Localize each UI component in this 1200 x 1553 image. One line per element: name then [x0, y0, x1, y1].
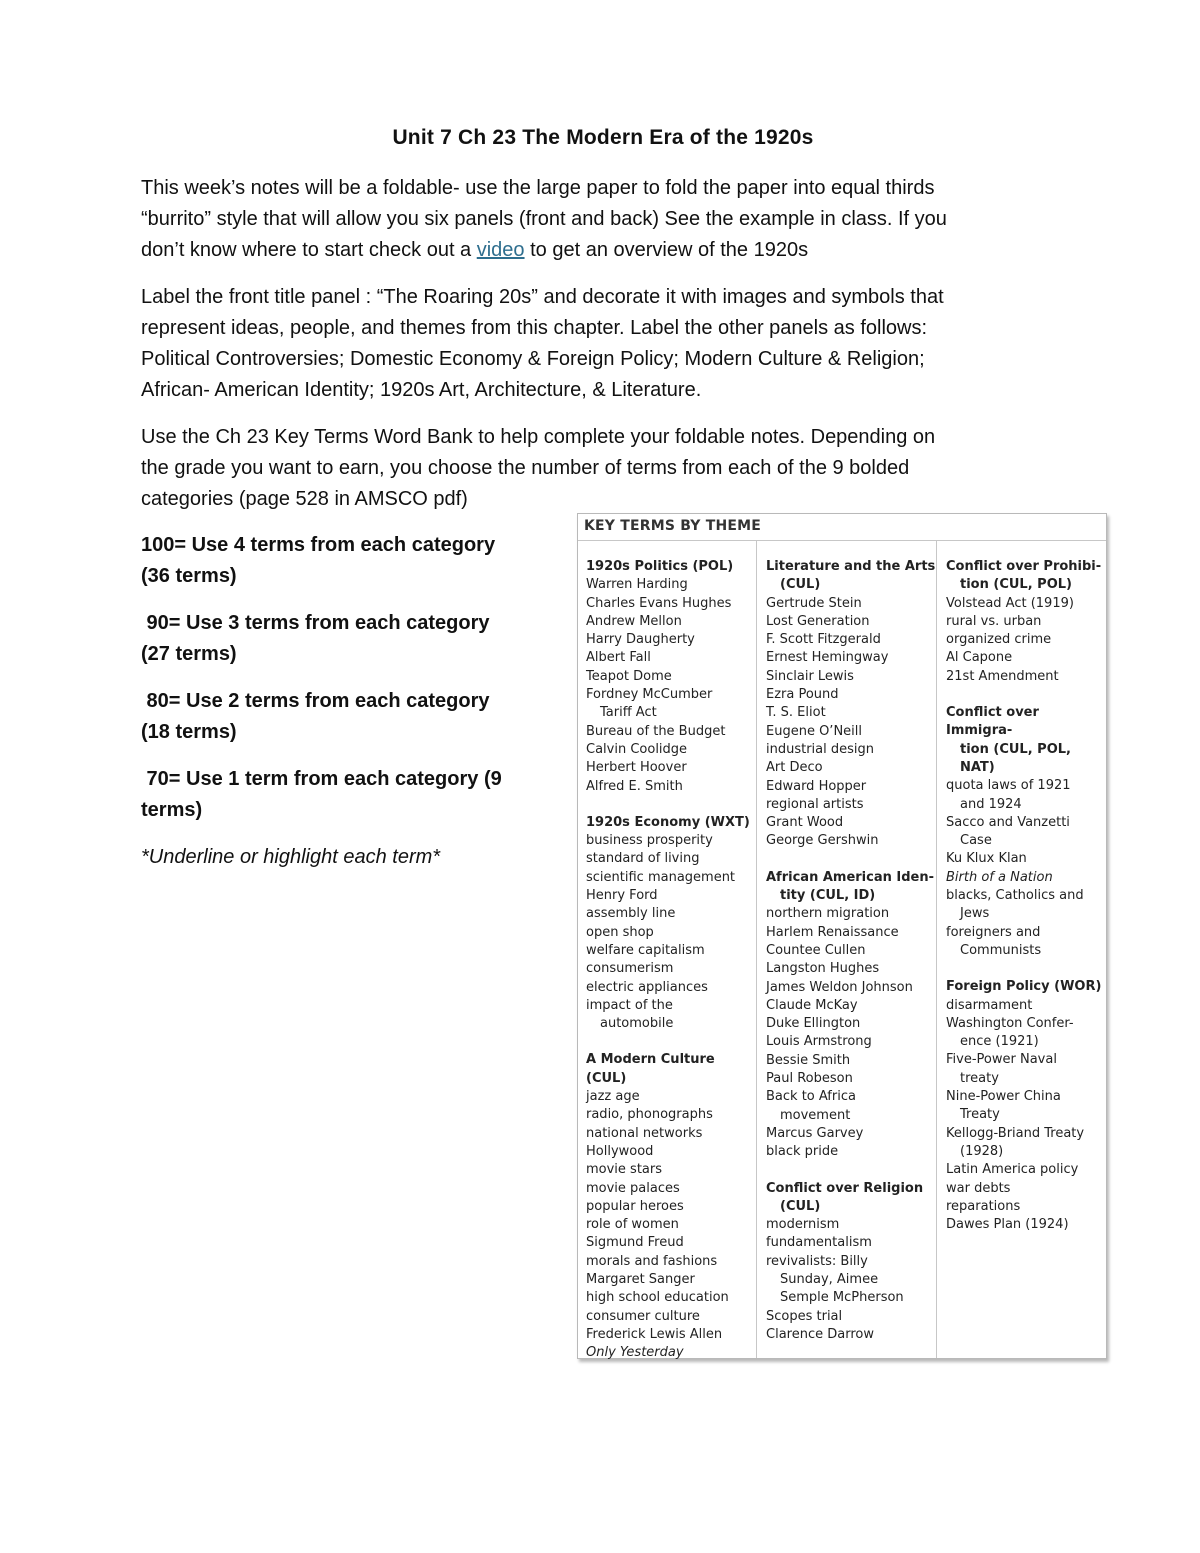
category-title-line: Foreign Policy (WOR) — [946, 979, 1102, 995]
key-term-line: Sunday, Aimee — [780, 1271, 879, 1287]
key-term — [766, 1326, 936, 1344]
key-term — [946, 869, 1104, 887]
key-term — [766, 1253, 936, 1308]
key-term — [586, 759, 756, 777]
key-term — [766, 979, 936, 997]
key-term-line: Only Yesterday — [586, 1345, 684, 1361]
key-term — [586, 613, 756, 631]
grade-text: 80= Use 2 terms from each category — [141, 690, 490, 712]
term-category — [586, 1051, 756, 1362]
key-term-line: 21st Amendment — [946, 668, 1059, 684]
wordbank-paragraph — [141, 422, 1071, 515]
key-term — [946, 1180, 1104, 1198]
grade-option — [141, 608, 551, 670]
key-term — [586, 1198, 756, 1216]
key-term-line: Jews — [960, 906, 990, 922]
intro-line: This week’s notes will be a foldable- use the large paper to fold the paper into equal thirds — [141, 177, 935, 199]
grade-option — [141, 530, 551, 592]
key-term — [766, 1088, 936, 1125]
key-term-line: Warren Harding — [586, 577, 688, 593]
grade-text: 90= Use 3 terms from each category — [141, 612, 490, 634]
key-term — [766, 759, 936, 777]
key-term — [766, 814, 936, 832]
term-category — [946, 558, 1104, 686]
key-term-line: Case — [960, 833, 992, 849]
key-term — [766, 1033, 936, 1051]
key-term-line: industrial design — [766, 741, 875, 757]
key-term-line: automobile — [600, 1016, 674, 1032]
category-title-line: Conflict over Immigra- — [946, 705, 1039, 739]
key-term — [766, 960, 936, 978]
key-term-line: welfare capitalism — [586, 942, 705, 958]
key-term — [766, 778, 936, 796]
key-term-line: Clarence Darrow — [766, 1326, 874, 1342]
key-term — [946, 1198, 1104, 1216]
panels-line: African- American Identity; 1920s Art, Architecture, & Literature. — [141, 379, 702, 401]
key-term-line: Paul Robeson — [766, 1071, 853, 1087]
key-term — [946, 814, 1104, 851]
key-term-line: Henry Ford — [586, 888, 658, 904]
key-term-line: high school education — [586, 1290, 729, 1306]
key-term — [586, 778, 756, 796]
category-title-line: (CUL) — [780, 1198, 821, 1214]
key-term — [946, 1088, 1104, 1125]
key-term-line: Teapot Dome — [586, 668, 672, 684]
category-title — [946, 704, 1104, 777]
grade-option — [141, 764, 551, 826]
key-term — [586, 997, 756, 1034]
term-category — [766, 869, 936, 1162]
key-term-line: war debts — [946, 1180, 1011, 1196]
wordbank-line: the grade you want to earn, you choose the number of terms from each of the 9 bolded — [141, 457, 910, 479]
key-term-line: consumerism — [586, 961, 674, 977]
key-term — [586, 905, 756, 923]
grade-text: (36 terms) — [141, 565, 237, 587]
category-title-line: 1920s Politics (POL) — [586, 559, 734, 574]
key-term-line: reparations — [946, 1198, 1021, 1214]
key-term — [766, 832, 936, 850]
key-term — [586, 576, 756, 594]
key-term-line: role of women — [586, 1217, 679, 1233]
key-term-line: national networks — [586, 1125, 703, 1141]
term-category — [586, 558, 756, 796]
key-term — [946, 1216, 1104, 1234]
category-title — [946, 978, 1104, 996]
term-category — [946, 978, 1104, 1234]
grade-text: (18 terms) — [141, 721, 237, 743]
key-term — [946, 1015, 1104, 1052]
key-term-line: northern migration — [766, 906, 890, 922]
key-term — [586, 1326, 756, 1344]
key-term — [766, 1308, 936, 1326]
key-term-line: blacks, Catholics and — [946, 888, 1084, 904]
key-term-line: quota laws of 1921 — [946, 778, 1071, 794]
key-term-line: movie stars — [586, 1162, 663, 1178]
key-term-line: standard of living — [586, 851, 700, 867]
category-title — [766, 558, 936, 595]
key-term-line: Nine-Power China — [946, 1089, 1061, 1105]
key-term-line: radio, phonographs — [586, 1107, 713, 1123]
grade-text: (27 terms) — [141, 643, 237, 665]
key-term-line: Bessie Smith — [766, 1052, 851, 1068]
key-term — [586, 832, 756, 850]
key-term — [766, 723, 936, 741]
key-term-line: Communists — [960, 942, 1042, 958]
underline-note: *Underline or highlight each term* — [141, 846, 441, 868]
key-term-line: impact of the — [586, 997, 673, 1013]
key-term-line: Langston Hughes — [766, 961, 880, 977]
key-term-line: Hollywood — [586, 1143, 654, 1159]
key-term-line: foreigners and — [946, 924, 1041, 940]
key-terms-column — [586, 558, 756, 1361]
key-term-line: (1928) — [960, 1143, 1004, 1159]
key-term-line: revivalists: Billy — [766, 1253, 868, 1269]
category-title-line: A Modern Culture (CUL) — [586, 1052, 715, 1086]
key-term — [946, 850, 1104, 868]
key-term-line: disarmament — [946, 997, 1033, 1013]
key-term-line: treaty — [960, 1070, 999, 1086]
key-term — [586, 850, 756, 868]
key-term-line: Harlem Renaissance — [766, 924, 899, 940]
key-term — [586, 924, 756, 942]
key-terms-header: KEY TERMS BY THEME — [584, 518, 762, 534]
key-term — [946, 631, 1104, 649]
grade-text: terms) — [141, 799, 203, 821]
category-title — [586, 558, 756, 576]
key-term — [766, 942, 936, 960]
key-term — [766, 613, 936, 631]
key-term-line: Edward Hopper — [766, 778, 867, 794]
key-term-line: Bureau of the Budget — [586, 723, 726, 739]
key-term — [946, 668, 1104, 686]
key-term-line: popular heroes — [586, 1198, 684, 1214]
column-divider — [756, 541, 757, 1358]
key-term-line: Washington Confer- — [946, 1015, 1074, 1031]
key-term — [946, 1051, 1104, 1088]
key-term-line: Art Deco — [766, 760, 823, 776]
key-term-line: Calvin Coolidge — [586, 741, 688, 757]
panels-line: Political Controversies; Domestic Economy & Foreign Policy; Modern Culture & Religion; — [141, 348, 925, 370]
key-term — [586, 960, 756, 978]
key-term — [766, 1015, 936, 1033]
key-term-line: Claude McKay — [766, 997, 858, 1013]
key-term-line: Albert Fall — [586, 650, 651, 666]
key-term — [766, 924, 936, 942]
key-terms-box — [577, 513, 1107, 1359]
category-title-line: Literature and the Arts — [766, 559, 936, 574]
key-term-line: Frederick Lewis Allen — [586, 1326, 723, 1342]
term-category — [766, 558, 936, 851]
key-term-line: Five-Power Naval — [946, 1052, 1057, 1068]
key-term-line: and 1924 — [960, 796, 1022, 812]
key-term — [766, 1052, 936, 1070]
category-title-line: tion (CUL, POL, NAT) — [960, 741, 1071, 775]
key-term — [586, 1143, 756, 1161]
key-term-line: Ernest Hemingway — [766, 650, 889, 666]
key-term — [586, 1271, 756, 1289]
key-term-line: Herbert Hoover — [586, 760, 687, 776]
key-term-line: Grant Wood — [766, 815, 844, 831]
key-term-line: fundamentalism — [766, 1235, 872, 1251]
grade-option — [141, 686, 551, 748]
key-term — [766, 595, 936, 613]
key-term — [946, 997, 1104, 1015]
key-term-line: Margaret Sanger — [586, 1271, 695, 1287]
key-term — [946, 924, 1104, 961]
term-category — [586, 814, 756, 1034]
category-title — [766, 1180, 936, 1217]
key-term-line: electric appliances — [586, 979, 708, 995]
key-term-line: Louis Armstrong — [766, 1034, 872, 1050]
key-term-line: scientific management — [586, 869, 736, 885]
grade-options — [141, 530, 551, 873]
key-term-line: Sinclair Lewis — [766, 668, 854, 684]
key-term — [946, 1161, 1104, 1179]
key-term — [766, 649, 936, 667]
key-term — [766, 631, 936, 649]
wordbank-line: Use the Ch 23 Key Terms Word Bank to help complete your foldable notes. Depending on — [141, 426, 936, 448]
key-term-line: Semple McPherson — [780, 1290, 904, 1306]
term-category — [946, 704, 1104, 960]
key-term — [766, 1125, 936, 1143]
category-title-line: African American Iden- — [766, 869, 935, 885]
key-term-line: jazz age — [586, 1089, 640, 1105]
category-title-line: (CUL) — [780, 577, 821, 593]
key-term-line: Alfred E. Smith — [586, 778, 683, 794]
key-term-line: George Gershwin — [766, 833, 879, 849]
key-term — [586, 723, 756, 741]
key-term-line: Ezra Pound — [766, 687, 839, 703]
key-term-line: James Weldon Johnson — [766, 979, 913, 995]
key-term — [586, 979, 756, 997]
key-term — [766, 1143, 936, 1161]
key-term-line: Back to Africa — [766, 1089, 856, 1105]
key-term-line: Gertrude Stein — [766, 595, 862, 611]
key-term-line: Kellogg-Briand Treaty — [946, 1125, 1085, 1141]
grade-text: 100= Use 4 terms from each category — [141, 534, 496, 556]
page-title: Unit 7 Ch 23 The Modern Era of the 1920s — [392, 126, 814, 149]
category-title-line: Conflict over Religion — [766, 1180, 924, 1196]
key-term-line: regional artists — [766, 796, 864, 812]
key-term — [946, 887, 1104, 924]
key-term — [586, 686, 756, 723]
key-term-line: Tariff Act — [600, 705, 657, 721]
key-term-line: Dawes Plan (1924) — [946, 1217, 1069, 1233]
category-title — [766, 869, 936, 906]
key-term — [766, 1070, 936, 1088]
key-term — [946, 649, 1104, 667]
key-term-line: Fordney McCumber — [586, 687, 713, 703]
intro-text: to get an overview of the 1920s — [524, 239, 809, 261]
key-term-line: Sacco and Vanzetti — [946, 814, 1070, 830]
key-term — [946, 1125, 1104, 1162]
key-term-line: organized crime — [946, 632, 1052, 648]
key-term — [766, 686, 936, 704]
key-term — [586, 649, 756, 667]
key-term-line: Ku Klux Klan — [946, 851, 1027, 867]
key-term-line: Sigmund Freud — [586, 1235, 684, 1251]
key-term-line: T. S. Eliot — [766, 705, 826, 721]
key-term-line: Eugene O’Neill — [766, 723, 862, 739]
key-term — [586, 631, 756, 649]
key-term — [586, 668, 756, 686]
key-term-line: consumer culture — [586, 1308, 700, 1324]
key-terms-column — [766, 558, 936, 1358]
key-term — [766, 997, 936, 1015]
key-term — [586, 1180, 756, 1198]
key-term — [586, 1289, 756, 1307]
key-term-line: assembly line — [586, 906, 676, 922]
video-link[interactable]: video — [476, 239, 525, 261]
key-term-line: Duke Ellington — [766, 1016, 861, 1032]
category-title-line: 1920s Economy (WXT) — [586, 814, 750, 830]
key-term-line: Marcus Garvey — [766, 1125, 864, 1141]
key-term — [586, 1234, 756, 1252]
key-term — [766, 704, 936, 722]
key-term-line: black pride — [766, 1144, 839, 1160]
key-term — [586, 741, 756, 759]
key-term-line: Latin America policy — [946, 1162, 1079, 1178]
key-term-line: open shop — [586, 924, 654, 940]
key-term-line: movie palaces — [586, 1180, 680, 1196]
key-term-line: Scopes trial — [766, 1308, 843, 1324]
panels-line: Label the front title panel : “The Roaring 20s” and decorate it with images and symbols that — [141, 286, 944, 308]
key-term — [586, 1308, 756, 1326]
header-divider — [578, 540, 1106, 541]
key-term-line: Lost Generation — [766, 613, 870, 629]
key-term-line: Countee Cullen — [766, 942, 866, 958]
wordbank-line: categories (page 528 in AMSCO pdf) — [141, 488, 468, 510]
key-term — [766, 668, 936, 686]
category-title-line: tity (CUL, ID) — [780, 888, 876, 904]
intro-line: “burrito” style that will allow you six panels (front and back) See the example in class. If you — [141, 208, 947, 230]
key-term — [586, 1106, 756, 1124]
category-title — [586, 1051, 756, 1088]
key-term-line: F. Scott Fitzgerald — [766, 632, 881, 648]
key-term-line: Birth of a Nation — [946, 869, 1053, 885]
key-term — [586, 595, 756, 613]
grade-text: 70= Use 1 term from each category (9 — [141, 768, 502, 790]
key-term-line: Volstead Act (1919) — [946, 595, 1074, 611]
key-term-line: modernism — [766, 1217, 840, 1233]
panels-line: represent ideas, people, and themes from this chapter. Label the other panels as follows: — [141, 317, 928, 339]
key-term-line: Andrew Mellon — [586, 613, 682, 629]
key-term — [766, 796, 936, 814]
category-title-line: tion (CUL, POL) — [960, 577, 1072, 593]
intro-paragraph — [141, 173, 1071, 266]
key-term — [586, 942, 756, 960]
key-term-line: rural vs. urban — [946, 613, 1042, 629]
key-term — [586, 1216, 756, 1234]
key-term-line: movement — [780, 1107, 851, 1123]
category-title-line: Conflict over Prohibi- — [946, 559, 1102, 574]
category-title — [946, 558, 1104, 595]
intro-line — [141, 235, 1071, 266]
key-term-line: ence (1921) — [960, 1034, 1039, 1050]
key-term-line: Charles Evans Hughes — [586, 595, 732, 611]
key-term — [586, 1125, 756, 1143]
key-term — [946, 613, 1104, 631]
key-term — [766, 905, 936, 923]
key-term — [586, 887, 756, 905]
key-term — [946, 595, 1104, 613]
key-term-line: Treaty — [960, 1107, 1000, 1123]
key-term — [766, 1216, 936, 1234]
key-term — [586, 1161, 756, 1179]
intro-text: don’t know where to start check out a — [141, 239, 477, 261]
key-term-line: Harry Daugherty — [586, 632, 695, 648]
key-term — [586, 869, 756, 887]
key-term — [586, 1253, 756, 1271]
category-title — [586, 814, 756, 832]
key-term — [946, 777, 1104, 814]
key-term-line: Al Capone — [946, 650, 1013, 666]
key-term — [766, 741, 936, 759]
column-divider — [936, 541, 937, 1358]
key-term-line: morals and fashions — [586, 1253, 718, 1269]
key-terms-column — [946, 558, 1104, 1358]
key-term-line: business prosperity — [586, 833, 713, 849]
key-term — [586, 1088, 756, 1106]
panels-paragraph — [141, 282, 1071, 406]
key-term — [766, 1234, 936, 1252]
term-category — [766, 1180, 936, 1345]
key-term — [586, 1344, 756, 1362]
